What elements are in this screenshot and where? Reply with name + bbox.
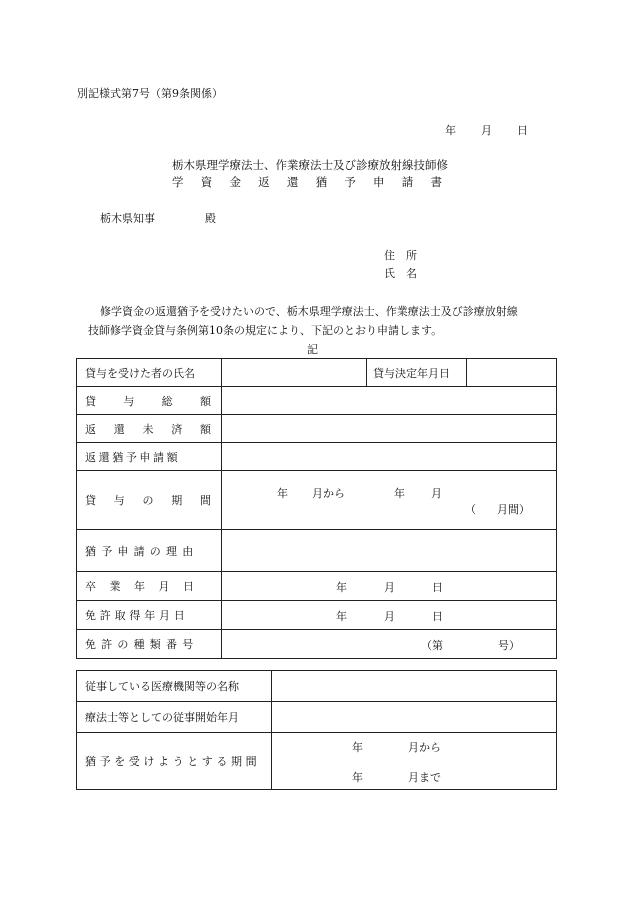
body-text-line1: 修学資金の返還猶予を受けたいので、栃木県理学療法士、作業療法士及び診療放射線 — [100, 305, 518, 318]
deferral-period-label: 猶予を受けようとする期間 — [77, 733, 272, 790]
label-char: 額 — [200, 422, 211, 436]
period-month2: 月 — [431, 487, 442, 500]
deferral-period-field[interactable] — [272, 733, 557, 790]
title-char: 学 — [172, 175, 184, 189]
loan-period-label — [77, 471, 222, 530]
license-date-label: 免許取得年月日 — [77, 601, 222, 630]
label-char: 与 — [113, 494, 125, 507]
deferral-amount-field[interactable] — [222, 443, 557, 471]
license-type-prefix: （第 — [421, 639, 443, 652]
table-row — [77, 733, 557, 790]
decision-date-field[interactable] — [467, 359, 557, 387]
graduation-month: 月 — [384, 581, 395, 594]
graduation-day: 日 — [432, 581, 443, 594]
recipient-name-field[interactable] — [222, 359, 367, 387]
license-type-label: 免許の種類番号 — [77, 630, 222, 659]
label-char: 済 — [171, 422, 183, 436]
period-month-from: 月から — [312, 487, 345, 500]
title-char: 返 — [258, 175, 270, 189]
employment-table — [76, 670, 557, 790]
total-loan-label — [77, 387, 222, 415]
title-char: 予 — [344, 175, 356, 189]
deferral-amount-label: 返還猶予申請額 — [77, 443, 222, 471]
deferral-month-from: 月から — [408, 741, 441, 754]
deferral-month-to: 月まで — [408, 771, 441, 784]
reason-field[interactable] — [222, 530, 557, 572]
license-type-suffix: 号） — [498, 639, 520, 652]
graduation-field[interactable] — [222, 572, 557, 601]
label-char: 返 — [85, 422, 96, 436]
period-year2: 年 — [394, 487, 405, 500]
label-char: 総 — [161, 394, 173, 408]
title-char: 書 — [430, 175, 442, 189]
ki-label: 記 — [307, 343, 318, 356]
table-row — [77, 415, 557, 443]
table-row — [77, 671, 557, 702]
table-row — [77, 630, 557, 659]
title-char: 還 — [286, 175, 299, 189]
body-text-line2: 技師修学資金貸与条例第10条の規定により、下記のとおり申請します。 — [88, 324, 443, 337]
table-row — [77, 443, 557, 471]
start-date-field[interactable] — [272, 702, 557, 733]
deferral-year2: 年 — [352, 771, 363, 784]
label-char: 期 — [171, 494, 183, 507]
label-char: の — [142, 494, 154, 507]
addressee-honorific: 殿 — [205, 212, 216, 225]
institution-label: 従事している医療機関等の名称 — [77, 671, 272, 702]
label-char: 与 — [123, 394, 135, 408]
institution-field[interactable] — [272, 671, 557, 702]
date-year: 年 — [445, 124, 456, 137]
title-line1: 栃木県理学療法士、作業療法士及び診療放射線技師修 — [172, 158, 448, 172]
decision-date-label: 貸与決定年月日 — [367, 359, 467, 387]
label-char: 還 — [113, 422, 125, 436]
reason-label: 猶予申請の理由 — [77, 530, 222, 572]
title-line2 — [172, 174, 442, 190]
name-label: 氏 名 — [384, 267, 417, 280]
period-months: 月間） — [497, 503, 530, 516]
label-char: 貸 — [85, 494, 96, 507]
deferral-year1: 年 — [352, 741, 363, 754]
table-row — [77, 387, 557, 415]
title-char: 資 — [200, 175, 213, 189]
table-row — [77, 572, 557, 601]
period-open-paren: （ — [465, 503, 476, 516]
title-char: 金 — [229, 175, 241, 189]
table-row — [77, 530, 557, 572]
unpaid-label — [77, 415, 222, 443]
graduation-label: 卒業年月日 — [77, 572, 222, 601]
start-date-label: 療法士等としての従事開始年月 — [77, 702, 272, 733]
addressee-name: 栃木県知事 — [100, 212, 155, 225]
label-char: 間 — [200, 494, 211, 507]
license-day: 日 — [432, 610, 443, 623]
unpaid-field[interactable] — [222, 415, 557, 443]
label-char: 未 — [142, 422, 154, 436]
table-row — [77, 471, 557, 530]
total-loan-field[interactable] — [222, 387, 557, 415]
table-row — [77, 359, 557, 387]
license-month: 月 — [384, 610, 395, 623]
label-char: 額 — [199, 394, 211, 408]
period-year1: 年 — [277, 487, 288, 500]
license-year: 年 — [336, 610, 347, 623]
recipient-name-label: 貸与を受けた者の氏名 — [77, 359, 222, 387]
form-number: 別記様式第7号（第9条関係） — [77, 87, 223, 100]
license-type-field[interactable] — [222, 630, 557, 659]
title-char: 申 — [373, 175, 385, 189]
license-date-field[interactable] — [222, 601, 557, 630]
title-char: 猶 — [315, 175, 328, 189]
table-row — [77, 702, 557, 733]
loan-info-table — [76, 358, 557, 659]
date-day: 日 — [517, 124, 528, 137]
graduation-year: 年 — [336, 581, 347, 594]
label-char: 貸 — [85, 394, 96, 408]
loan-period-field[interactable] — [222, 471, 557, 530]
date-month: 月 — [481, 124, 492, 137]
table-row — [77, 601, 557, 630]
title-char: 請 — [401, 175, 414, 189]
address-label: 住 所 — [384, 249, 417, 262]
